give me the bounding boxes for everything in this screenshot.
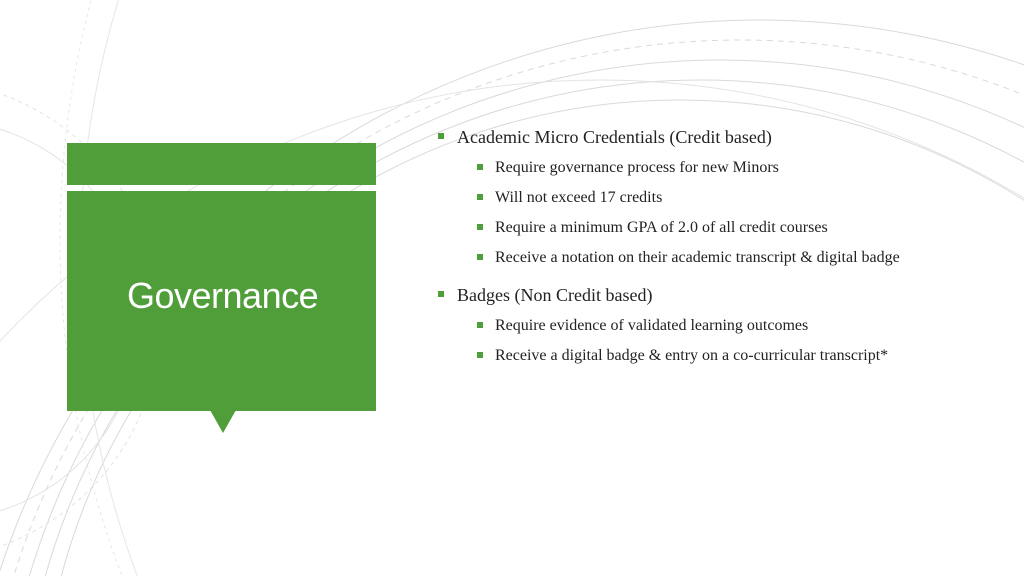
slide-content [436,124,976,368]
accent-strip [67,143,376,185]
list-item: Require a minimum GPA of 2.0 of all credit courses [436,215,935,240]
list-item: Will not exceed 17 credits [436,185,935,210]
bullet-icon [477,254,483,260]
list-item: Receive a notation on their academic transcript & digital badge [436,245,935,270]
bullet-icon [477,224,483,230]
list-item: Receive a digital badge & entry on a co-curricular transcript* [436,343,935,368]
slide-title: Governance [127,275,319,316]
title-box [67,191,376,411]
section-heading: Badges (Non Credit based) [436,282,976,308]
title-pointer [210,410,236,433]
list-item: Require governance process for new Minors [436,155,935,180]
bullet-icon [438,133,444,139]
bullet-icon [477,322,483,328]
section-heading: Academic Micro Credentials (Credit based) [436,124,976,150]
bullet-icon [477,164,483,170]
list-item: Require evidence of validated learning outcomes [436,313,935,338]
bullet-icon [438,291,444,297]
bullet-icon [477,194,483,200]
bullet-icon [477,352,483,358]
